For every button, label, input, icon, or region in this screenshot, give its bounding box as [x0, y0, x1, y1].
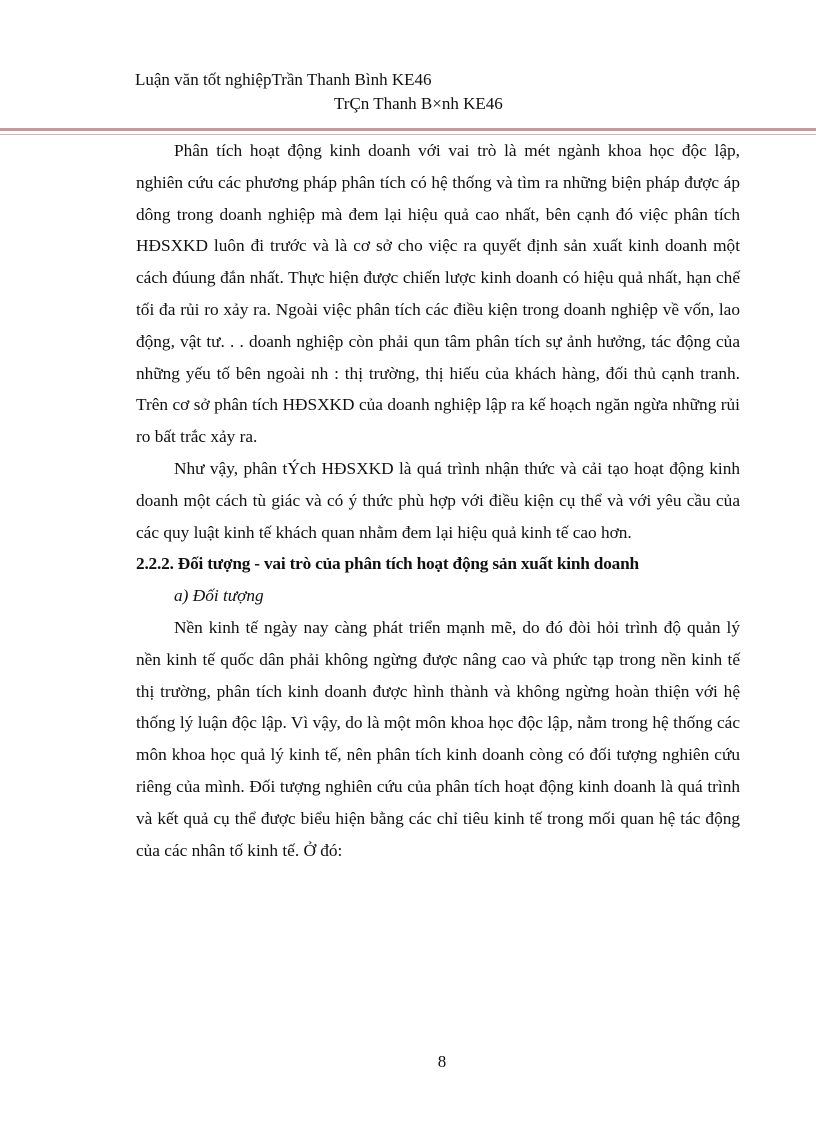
subsection-heading: a) Đối tượng	[174, 586, 264, 606]
running-header-author: Luận văn tốt nghiệpTrần Thanh Bình KE46	[135, 70, 432, 89]
running-header-author-legacy: TrÇn Thanh B×nh KE46	[334, 94, 503, 113]
paragraph-analysis-role: Phân tích hoạt động kinh doanh với vai trò là mét ngành khoa học độc lập, nghiên cứu các phương pháp phân tích có hệ thống và tìm ra những biện pháp được áp dông trong doanh nghiệp mà đem lại hiệu quả cao nhất, bên cạnh đó việc phân tích HĐSXKD luôn đi trước và là cơ sở cho việc ra quyết định sản xuất kinh doanh một cách đúung đắn nhất. Thực hiện được chiến lược kinh doanh có hiệu quả nhất, hạn chế tối đa rủi ro xảy ra. Ngoài việc phân tích các điều kiện trong doanh nghiệp về vốn, lao động, vật tư. . . doanh nghiệp còn phải qun tâm phân tích sự ảnh hưởng, tác động của những yếu tố bên ngoài nh : thị trường, thị hiếu của khách hàng, đối thủ cạnh tranh. Trên cơ sở phân tích HĐSXKD của doanh nghiệp lập ra kế hoạch ngăn ngừa những rủi ro bất trắc xảy ra.	[136, 141, 740, 447]
body-content	[136, 135, 740, 866]
header-rule-thick	[0, 128, 816, 131]
paragraph-analysis-object: Nền kinh tế ngày nay càng phát triển mạnh mẽ, do đó đòi hỏi trình độ quản lý nền kinh tế quốc dân phải không ngừng được nâng cao và phức tạp trong nền kinh tế thị trường, phân tích kinh doanh được hình thành và không ngừng hoàn thiện với hệ thống lý luận độc lập. Vì vậy, do là một môn khoa học độc lập, nằm trong hệ thống các môn khoa học quả lý kinh tế, nên phân tích kinh doanh còng có đối tượng nghiên cứu riêng của mình. Đối tượng nghiên cứu của phân tích hoạt động kinh doanh là quá trình và kết quả cụ thể được biểu hiện bằng các chỉ tiêu kinh tế trong mối quan hệ tác động của các nhân tố kinh tế. Ở đó:	[136, 617, 740, 860]
paragraph-analysis-summary: Như vậy, phân tÝch HĐSXKD là quá trình nhận thức và cải tạo hoạt động kinh doanh một cách tù giác và có ý thức phù hợp với điều kiện cụ thể và với yêu cầu của các quy luật kinh tế khách quan nhằm đem lại hiệu quả kinh tế cao hơn.	[136, 458, 740, 542]
section-heading: 2.2.2. Đối tượng - vai trò của phân tích hoạt động sản xuất kinh doanh	[136, 554, 639, 574]
page-number: 8	[437, 1052, 447, 1071]
